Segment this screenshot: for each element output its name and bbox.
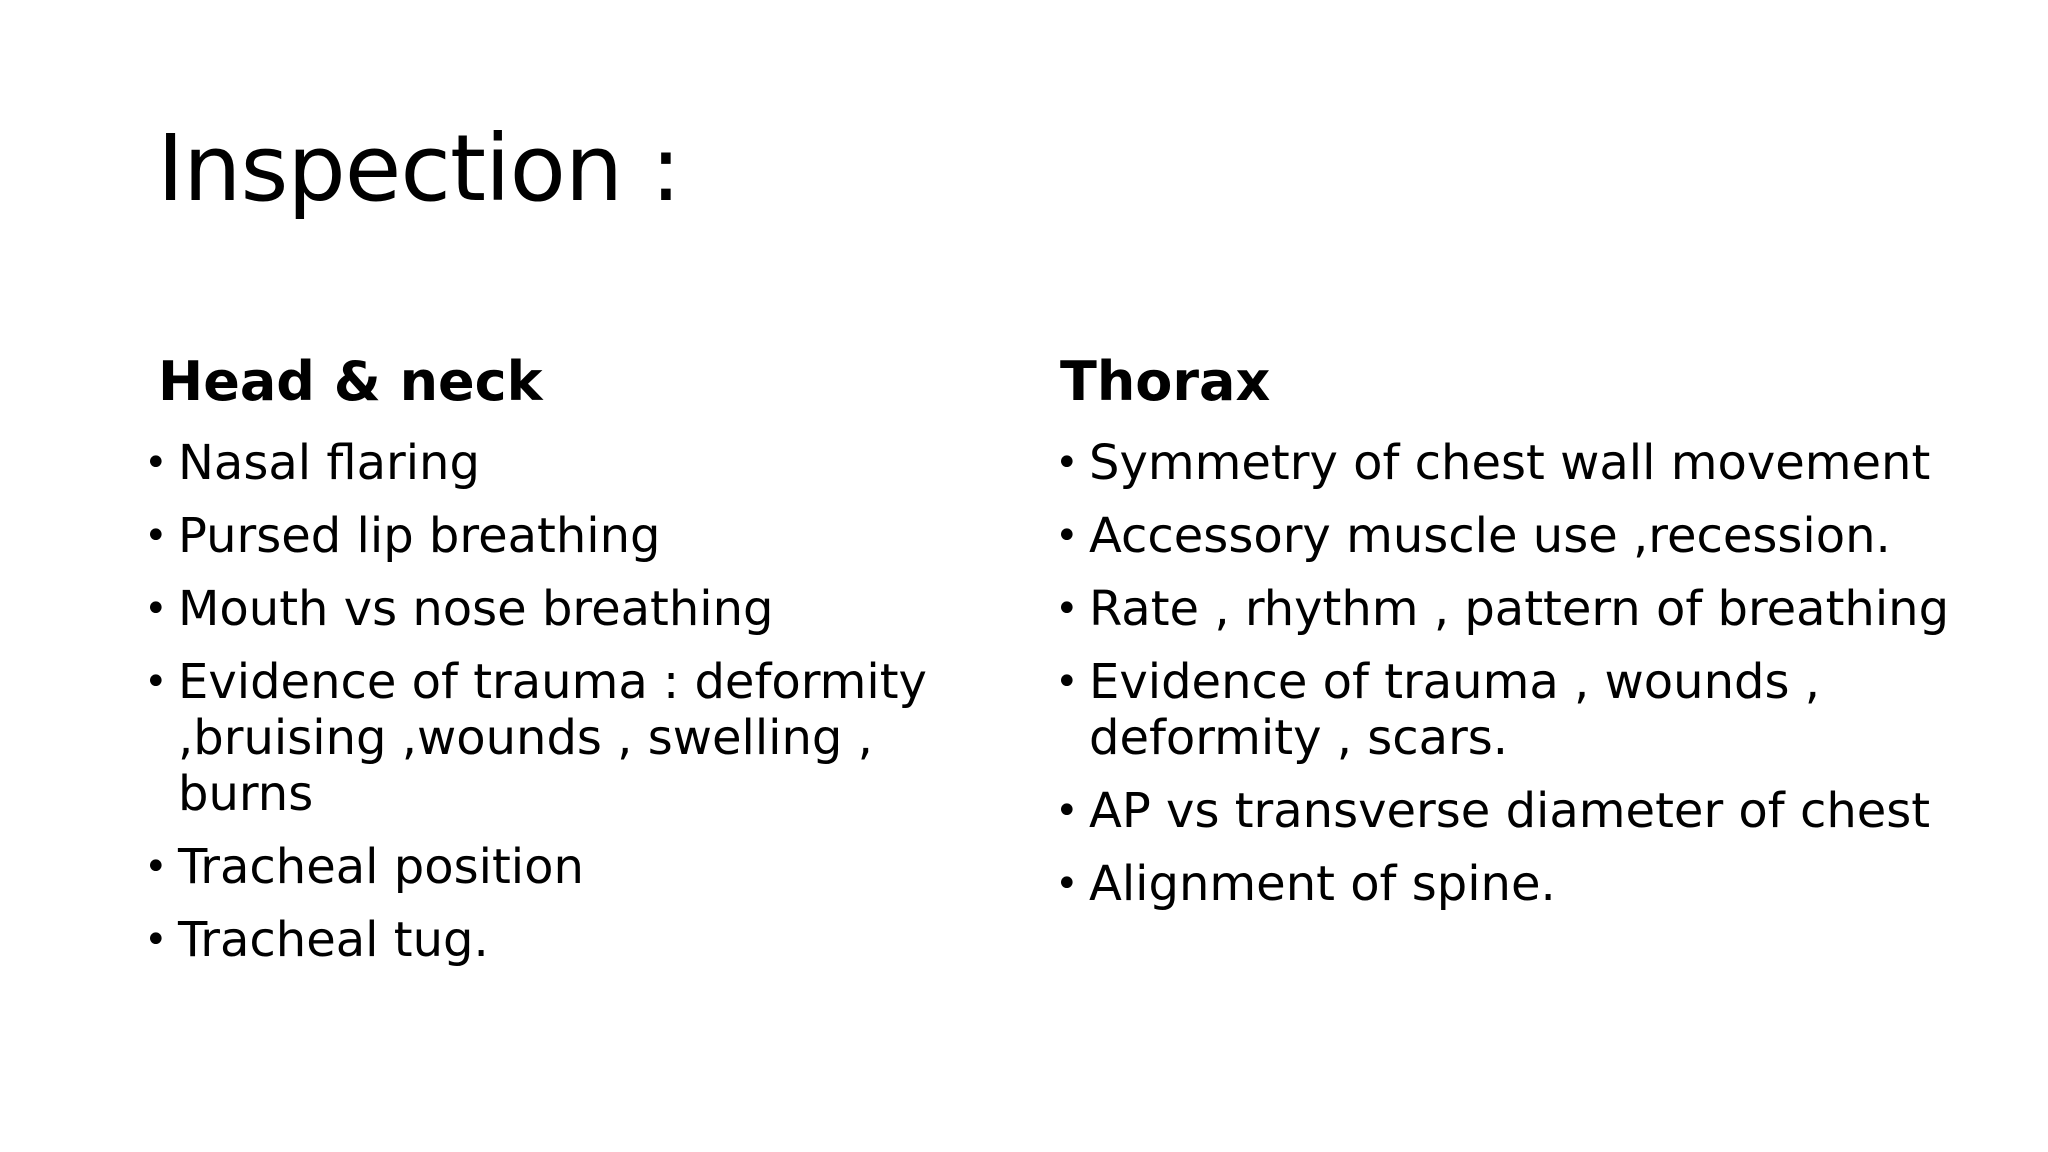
list-item — [1055, 508, 1955, 564]
right-column-heading: Thorax — [1060, 350, 1271, 413]
bullet-icon: • — [144, 512, 168, 559]
list-item — [144, 435, 974, 491]
bullet-icon: • — [1055, 585, 1079, 632]
list-item — [1055, 654, 1955, 766]
left-column — [144, 350, 974, 985]
right-column — [1055, 350, 1955, 929]
slide-title: Inspection : — [157, 115, 681, 222]
list-item — [144, 839, 974, 895]
list-item-text: Symmetry of chest wall movement — [1089, 434, 1931, 491]
bullet-icon: • — [144, 916, 168, 963]
bullet-icon: • — [1055, 439, 1079, 486]
list-item-text: Pursed lip breathing — [178, 507, 661, 564]
list-item-text: Tracheal tug. — [178, 911, 489, 968]
list-item-text: Evidence of trauma , wounds , deformity , scars. — [1089, 653, 1820, 766]
left-column-heading: Head & neck — [158, 350, 543, 413]
list-item — [144, 912, 974, 968]
bullet-icon: • — [1055, 860, 1079, 907]
list-item-text: Nasal flaring — [178, 434, 480, 491]
right-bullet-list — [1055, 435, 1955, 912]
list-item-text: Mouth vs nose breathing — [178, 580, 774, 637]
list-item-text: Evidence of trauma : deformity ,bruising ,wounds , swelling , burns — [178, 653, 927, 822]
list-item — [144, 581, 974, 637]
list-item — [144, 654, 974, 822]
list-item-text: Accessory muscle use ,recession. — [1089, 507, 1891, 564]
bullet-icon: • — [144, 439, 168, 486]
bullet-icon: • — [1055, 787, 1079, 834]
list-item-text: Rate , rhythm , pattern of breathing — [1089, 580, 1950, 637]
bullet-icon: • — [144, 585, 168, 632]
list-item-text: Tracheal position — [178, 838, 584, 895]
bullet-icon: • — [1055, 658, 1079, 705]
list-item — [1055, 435, 1955, 491]
bullet-icon: • — [1055, 512, 1079, 559]
list-item — [1055, 783, 1955, 839]
list-item — [144, 508, 974, 564]
list-item-text: Alignment of spine. — [1089, 855, 1556, 912]
list-item — [1055, 581, 1955, 637]
list-item — [1055, 856, 1955, 912]
list-item-text: AP vs transverse diameter of chest — [1089, 782, 1931, 839]
bullet-icon: • — [144, 658, 168, 705]
bullet-icon: • — [144, 843, 168, 890]
left-bullet-list — [144, 435, 974, 968]
